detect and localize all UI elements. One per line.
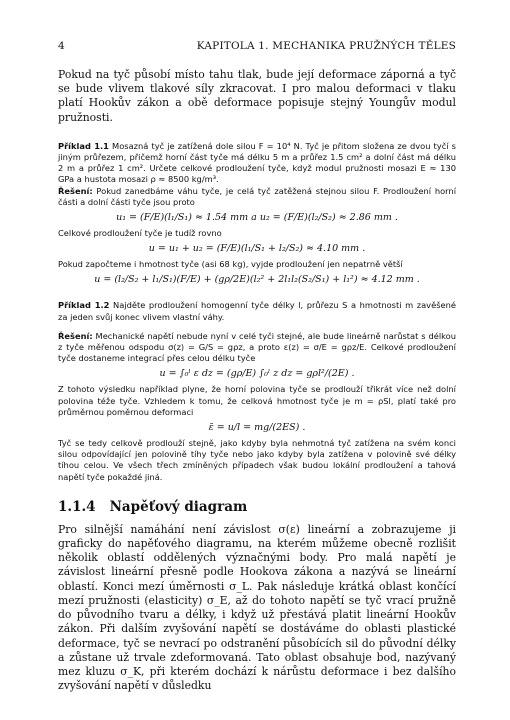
page-number: 4 [58,40,65,52]
section-number: 1.1.4 [58,498,96,515]
example-2-solution-text-1: Mechanické napětí nebude nyní v celé tyči stejné, ale bude lineárně narůstat s délkou z tyče měřenou odspodu σ(z) = G/S = gρz, a proto ε(z) = σ/E = gρz/E. Celkové prodloužení tyče dostaneme integrací přes celou délku tyče [58,330,456,364]
example-1-solution-label: Řešení: [58,185,93,196]
example-1-solution [58,186,456,208]
example-2-solution-text-2: Z tohoto výsledku například plyne, že horní polovina tyče se prodlouží třikrát více než dolní polovina téže tyče. Vzhledem k tomu, že celková hmotnost tyče je m = ρSl, platí také pro průměrnou poměrnou deformaci [58,384,456,417]
example-2 [58,300,456,482]
example-2-task [58,300,456,322]
example-2-task-text: Najděte prodloužení homogenní tyče délky l, průřezu S a hmotnosti m zavěšené za jeden svůj konec vlivem vlastní váhy. [58,300,456,322]
page [58,40,456,693]
running-title: KAPITOLA 1. MECHANIKA PRUŽNÝCH TĚLES [196,40,456,52]
example-2-label: Příklad 1.2 [58,300,110,311]
example-1-task [58,141,456,186]
section-heading [58,499,456,515]
example-2-solution [58,331,456,365]
section-title: Napěťový diagram [109,498,248,515]
example-1-solution-text-2: Celkové prodloužení tyče je tudíž rovno [58,228,222,239]
example-1-equation-3: u = (l₂/S₂ + l₁/S₁)(F/E) + (gρ/2E)(l₂² + 2l₁l₂(S₂/S₁) + l₁²) ≈ 4.12 mm . [94,274,420,286]
section-body: Pro silnější namáhání není závislost σ(ε) lineární a zobrazujeme ji graficky do napěťového diagramu, na kterém můžeme obecně rozlišit několik oblastí oddělených význačnými body. Pro malá napětí je závislost lineární přesně podle Hookova zákona a nazývá se lineární oblastí. Konci mezí úměrnosti σ_L. Pak následuje krátká oblast končící mezí pružnosti (elasticity) σ_E, až do tohoto napětí se tyč vrací pružně do původního tvaru a délky, i když už přestává platit lineární Hookův zákon. Při dalším zvyšování napětí se dostáváme do oblasti plastické deformace, tyč se nevrací po odstranění působících sil do původní délky a zůstane už trvale zdeformovaná. Tato oblast obsahuje bod, nazývaný mez kluzu σ_K, při kterém dochází k nárůstu deformace i bez dalšího zvyšování napětí v důsledku [58,522,456,693]
example-1-label: Příklad 1.1 [58,140,109,151]
example-2-solution-label: Řešení: [58,330,93,341]
example-1-solution-text-3: Pokud započteme i hmotnost tyče (asi 68 kg), vyjde prodloužení jen nepatrně větší [58,259,403,270]
intro-paragraph: Pokud na tyč působí místo tahu tlak, bude její deformace záporná a tyč se bude vlivem tlakové síly zkracovat. I pro malou deformaci v tlaku platí Hookův zákon a obě deformace popisuje stejný Youngův modul pružnosti. [58,68,456,124]
example-2-solution-text-3: Tyč se tedy celkově prodlouží stejně, jako kdyby byla nehmotná tyč zatížena na svém konci silou odpovídající jen polovině tíhy tyče nebo jako kdyby byla zatížena v polovině své délky tíhou celou. Ve všech třech zmíněných případech však budou lokální prodloužení a tahová napětí tyče pokaždé jiná. [58,438,456,482]
running-header [58,40,456,54]
example-2-equation-1: u = ∫₀ˡ ε dz = (gρ/E) ∫₀ˡ z dz = gρl²/(2E) . [159,368,355,380]
example-1 [58,141,456,289]
example-1-equation-2: u = u₁ + u₂ = (F/E)(l₁/S₁ + l₂/S₂) ≈ 4.10 mm . [148,243,366,255]
example-1-task-text: Mosazná tyč je zatížená dole silou F = 10⁴ N. Tyč je přitom složena ze dvou tyčí s jiným průřezem, přičemž horní část tyče má délku 5 m a průřez 1.5 cm² a dolní část má délku 2 m a průřez 1 cm². Určete celkové prodloužení tyče, když modul pružnosti mosazi E ≈ 130 GPa a hustota mosazi ρ ≈ 8500 kg/m³. [58,140,456,185]
example-2-equation-2: ε̄ = u/l = mg/(2ES) . [208,422,306,434]
example-1-equation-1: u₁ = (F/E)(l₁/S₁) ≈ 1.54 mm a u₂ = (F/E)(l₂/S₂) ≈ 2.86 mm . [116,212,398,224]
example-1-solution-text-1: Pokud zanedbáme váhu tyče, je celá tyč zatěžená stejnou silou F. Prodloužení horní části a dolní části tyče jsou proto [58,185,456,207]
